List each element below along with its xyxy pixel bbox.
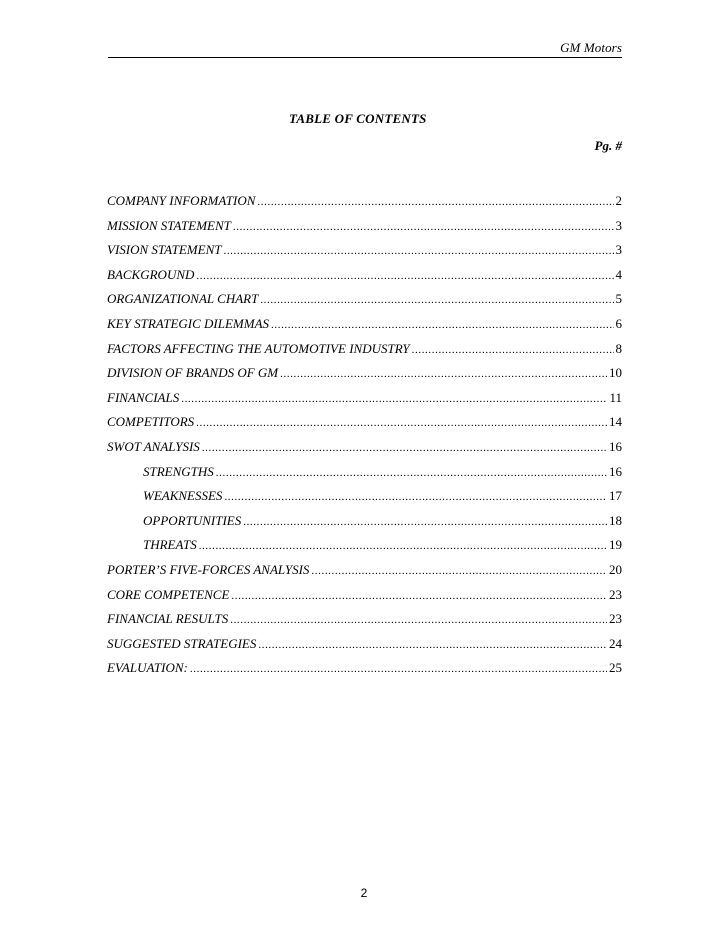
toc-entry[interactable] [107, 217, 622, 242]
toc-entry[interactable] [107, 512, 622, 537]
toc-entry-label: EVALUATION: [107, 660, 188, 676]
toc-entry-page: 16 [609, 463, 622, 479]
toc-entry-label: DIVISION OF BRANDS OF GM [107, 365, 279, 381]
toc-entry[interactable] [107, 241, 622, 266]
toc-entry-page: 23 [609, 586, 622, 602]
page-header [108, 36, 622, 58]
toc-entry-label: FINANCIALS [107, 389, 180, 405]
toc-dot-leader [271, 317, 613, 334]
toc-entry-page: 3 [615, 217, 622, 233]
toc-entry[interactable] [107, 610, 622, 635]
toc-list [107, 192, 622, 684]
toc-dot-leader [243, 514, 607, 531]
toc-title: TABLE OF CONTENTS [289, 111, 427, 126]
toc-entry[interactable] [107, 266, 622, 291]
toc-dot-leader [258, 637, 607, 654]
footer-page-number: 2 [360, 886, 368, 900]
running-header-title: GM Motors [560, 40, 622, 55]
toc-entry[interactable] [107, 290, 622, 315]
toc-entry-page: 2 [615, 193, 622, 208]
toc-entry-page: 8 [615, 340, 622, 356]
toc-entry-page: 20 [609, 561, 622, 577]
page-column-label: Pg. # [594, 138, 622, 153]
toc-dot-leader [230, 612, 607, 629]
toc-entry-label: ORGANIZATIONAL CHART [107, 291, 259, 307]
toc-entry-page: 10 [609, 365, 622, 381]
toc-entry-label: COMPANY INFORMATION [107, 193, 256, 208]
toc-entry-page: 3 [615, 242, 622, 258]
toc-entry-page: 6 [615, 315, 622, 331]
toc-entry[interactable] [107, 438, 622, 463]
toc-entry-page: 24 [609, 635, 622, 651]
toc-dot-leader [257, 194, 613, 211]
toc-entry[interactable] [107, 364, 622, 389]
toc-dot-leader [216, 465, 607, 482]
toc-entry-label: PORTER’S FIVE-FORCES ANALYSIS [107, 561, 310, 577]
toc-entry[interactable] [107, 340, 622, 365]
toc-entry-page: 18 [609, 512, 622, 528]
toc-entry-label: COMPETITORS [107, 414, 195, 430]
toc-entry-page: 23 [609, 611, 622, 627]
toc-entry-label: MISSION STATEMENT [107, 217, 231, 233]
toc-entry-page: 16 [609, 438, 622, 454]
toc-entry[interactable] [107, 192, 622, 217]
toc-dot-leader [181, 391, 607, 408]
toc-dot-leader [202, 440, 607, 457]
toc-entry[interactable] [107, 586, 622, 611]
toc-dot-leader [190, 661, 607, 678]
toc-dot-leader [196, 415, 607, 432]
toc-dot-leader [231, 588, 607, 605]
toc-entry-page: 17 [609, 488, 622, 504]
toc-entry[interactable] [107, 463, 622, 488]
toc-entry[interactable] [107, 635, 622, 660]
toc-entry-page: 25 [609, 660, 622, 676]
toc-entry[interactable] [107, 536, 622, 561]
toc-dot-leader [280, 366, 607, 383]
toc-entry-label: FACTORS AFFECTING THE AUTOMOTIVE INDUSTRY [107, 340, 410, 356]
toc-entry[interactable] [107, 315, 622, 340]
toc-entry-page: 19 [609, 537, 622, 553]
toc-dot-leader [233, 219, 614, 236]
toc-entry-page: 4 [615, 266, 622, 282]
toc-entry-label: STRENGTHS [143, 463, 214, 479]
toc-entry-label: SWOT ANALYSIS [107, 438, 200, 454]
toc-entry[interactable] [107, 659, 622, 684]
toc-entry-label: THREATS [143, 537, 197, 553]
toc-dot-leader [224, 489, 607, 506]
toc-dot-leader [412, 342, 614, 359]
toc-dot-leader [199, 538, 607, 555]
toc-entry-label: WEAKNESSES [143, 488, 223, 504]
toc-entry-page: 11 [609, 389, 622, 405]
toc-entry-label: SUGGESTED STRATEGIES [107, 635, 257, 651]
toc-entry-label: CORE COMPETENCE [107, 586, 230, 602]
toc-entry[interactable] [107, 487, 622, 512]
toc-entry[interactable] [107, 561, 622, 586]
toc-entry-label: OPPORTUNITIES [143, 512, 242, 528]
toc-dot-leader [260, 292, 613, 309]
toc-entry-label: FINANCIAL RESULTS [107, 611, 229, 627]
toc-dot-leader [196, 268, 613, 285]
toc-entry-page: 5 [615, 291, 622, 307]
toc-dot-leader [311, 563, 607, 580]
toc-entry[interactable] [107, 413, 622, 438]
toc-entry-page: 14 [609, 414, 622, 430]
toc-entry-label: VISION STATEMENT [107, 242, 222, 258]
toc-entry[interactable] [107, 389, 622, 414]
toc-dot-leader [223, 243, 613, 260]
toc-entry-label: BACKGROUND [107, 266, 195, 282]
toc-entry-label: KEY STRATEGIC DILEMMAS [107, 315, 270, 331]
